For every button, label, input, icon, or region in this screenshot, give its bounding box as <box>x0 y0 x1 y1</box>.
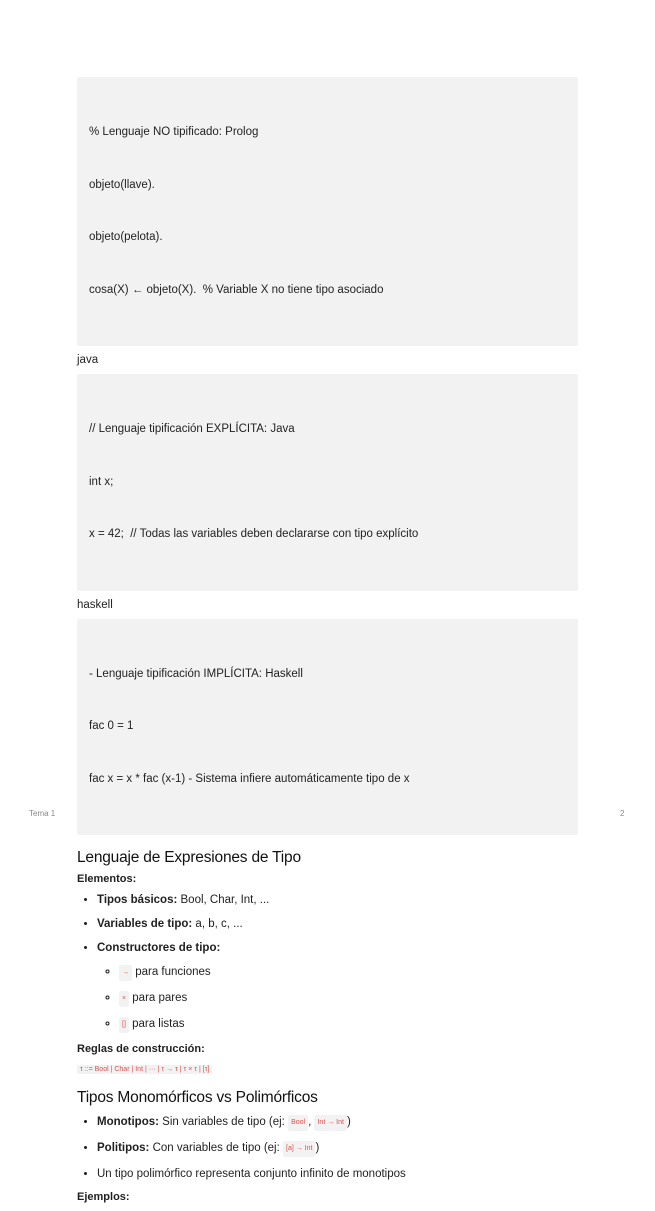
page-content <box>77 77 578 1211</box>
list-item-label: Constructores de tipo: <box>97 942 221 954</box>
java-language-label: java <box>77 354 99 366</box>
list-item <box>119 991 578 1007</box>
code-line: - Lenguaje tipificación IMPLÍCITA: Haskell <box>89 667 303 680</box>
footer-chapter: Tema 1 <box>29 809 56 818</box>
haskell-code-block <box>77 619 578 836</box>
list-item-text: Bool, Char, Int, ... <box>177 894 270 906</box>
code-line: % Lenguaje NO tipificado: Prolog <box>89 126 259 138</box>
code-line: fac 0 = 1 <box>89 720 134 732</box>
list-item <box>97 893 578 907</box>
code-line: x = 42; // Todas las variables deben declararse con tipo explícito <box>89 528 419 540</box>
inline-code: × <box>119 991 129 1007</box>
rules-inline-code: τ ::= Bool | Char | Int | ··· | τ → τ | τ × τ | [τ] <box>77 1065 212 1074</box>
inline-code: Bool <box>288 1115 308 1131</box>
mono-poly-list <box>77 1115 578 1181</box>
list-item-label: Monotipos: <box>97 1116 159 1128</box>
list-item <box>97 917 578 931</box>
closing-paren: ) <box>315 1142 320 1154</box>
list-item <box>119 1017 578 1033</box>
list-item-label: Tipos básicos: <box>97 894 178 906</box>
code-line: int x; <box>89 475 114 488</box>
list-item <box>119 965 578 981</box>
list-item-text: para funciones <box>132 966 211 978</box>
closing-paren: ) <box>346 1116 351 1128</box>
elements-list <box>77 893 578 1033</box>
list-item-label: Variables de tipo: <box>97 918 193 930</box>
list-item-text: Un tipo polimórfico representa conjunto infinito de monotipos <box>97 1168 406 1180</box>
separator-text: , <box>308 1116 315 1128</box>
inline-code: Int → Int <box>314 1115 346 1131</box>
inline-code: [a] → Int <box>283 1141 315 1157</box>
elements-label: Elementos: <box>77 873 137 885</box>
haskell-language-label: haskell <box>77 598 113 611</box>
prolog-code-block <box>77 77 578 346</box>
list-item <box>97 1115 578 1131</box>
code-line: cosa(X) ← objeto(X). % Variable X no tiene tipo asociado <box>89 283 384 296</box>
list-item-text: Sin variables de tipo (ej: <box>158 1116 289 1128</box>
list-item-text: para pares <box>129 992 188 1004</box>
inline-code: → <box>119 965 132 981</box>
list-item <box>97 1141 578 1157</box>
examples-label: Ejemplos: <box>77 1191 130 1203</box>
inline-code: [] <box>119 1017 129 1033</box>
java-code-block <box>77 374 578 591</box>
list-item-text: Con variables de tipo (ej: <box>149 1142 283 1154</box>
constructors-list <box>97 965 578 1033</box>
list-item-text: para listas <box>128 1018 185 1030</box>
list-item <box>97 941 578 1033</box>
code-line: fac x = x * fac (x-1) - Sistema infiere automáticamente tipo de x <box>89 772 410 785</box>
code-line: objeto(llave). <box>89 178 155 191</box>
list-item-text: a, b, c, ... <box>192 918 243 930</box>
section-title-mono-vs-poly: Tipos Monomórficos vs Polimórficos <box>77 1089 318 1106</box>
footer-page-number: 2 <box>620 809 625 818</box>
code-line: objeto(pelota). <box>89 231 163 243</box>
code-line: // Lenguaje tipificación EXPLÍCITA: Java <box>89 423 295 435</box>
rules-label: Reglas de construcción: <box>77 1043 205 1055</box>
list-item <box>97 1167 578 1181</box>
list-item-label: Politipos: <box>97 1142 150 1154</box>
section-title-type-expressions: Lenguaje de Expresiones de Tipo <box>77 849 301 866</box>
